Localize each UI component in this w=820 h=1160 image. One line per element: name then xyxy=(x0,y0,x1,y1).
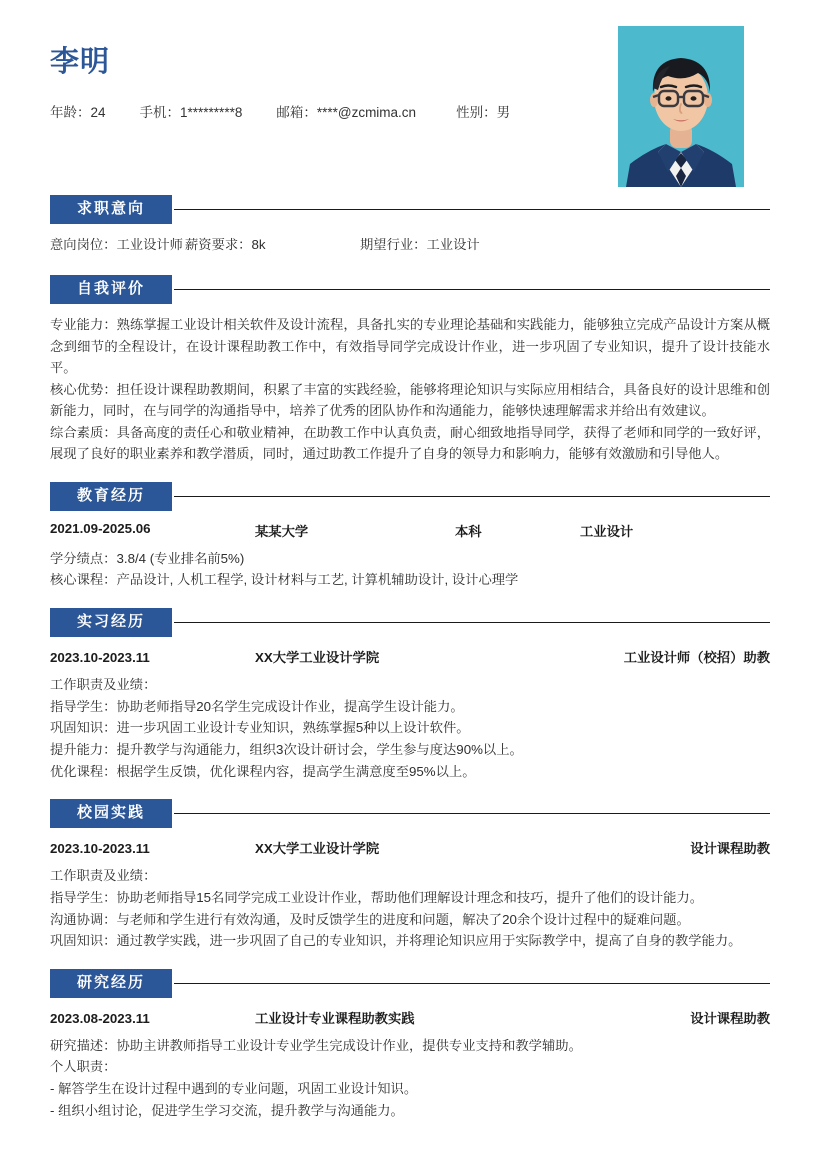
education-major: 工业设计 xyxy=(580,523,634,539)
section-divider xyxy=(174,983,770,984)
section-divider xyxy=(174,813,770,814)
internship-detail: 优化课程：根据学生反馈，优化课程内容，提高学生满意度至95%以上。 xyxy=(50,763,476,779)
spacer xyxy=(0,465,820,482)
section-self-evaluation xyxy=(0,275,820,465)
research-date: 2023.08-2023.11 xyxy=(50,1010,150,1026)
internship-organization: XX大学工业设计学院 xyxy=(255,650,380,666)
internship-detail: 提升能力：提升教学与沟通能力，组织3次设计研讨会，学生参与度达90%以上。 xyxy=(50,742,523,758)
page-title: 李明 xyxy=(50,46,111,78)
job-intent-position: 意向岗位：工业设计师 xyxy=(50,237,183,252)
section-title-campus-practice: 校园实践 xyxy=(50,799,172,828)
section-divider xyxy=(174,496,770,497)
internship-date: 2023.10-2023.11 xyxy=(50,650,150,666)
spacer xyxy=(50,666,770,674)
spacer xyxy=(50,857,770,865)
section-title-internship: 实习经历 xyxy=(50,608,172,637)
campus-date: 2023.10-2023.11 xyxy=(50,841,150,857)
campus-detail: 指导学生：协助老师指导15名同学完成工业设计作业，帮助他们理解设计理念和技巧，提升了他们的设计能力。 xyxy=(50,890,704,906)
campus-organization: XX大学工业设计学院 xyxy=(255,841,380,857)
internship-detail: 巩固知识：进一步巩固工业设计专业知识，熟练掌握5种以上设计软件。 xyxy=(50,720,470,736)
spacer xyxy=(50,540,770,548)
education-date: 2021.09-2025.06 xyxy=(50,520,151,536)
education-school: 某某大学 xyxy=(255,523,309,539)
section-header-internship xyxy=(50,608,770,637)
section-job-intent xyxy=(0,195,820,253)
job-intent-industry: 期望行业：工业设计 xyxy=(360,237,480,252)
job-intent-salary: 薪资要求：8k xyxy=(185,237,266,252)
education-degree: 本科 xyxy=(455,523,482,539)
contact-gender xyxy=(456,101,510,121)
section-header-self-evaluation xyxy=(50,275,770,304)
contact-age-label: 年龄： xyxy=(50,105,91,120)
education-entry-row xyxy=(50,521,770,540)
section-header-research xyxy=(50,969,770,998)
contact-email-value: ****@zcmima.cn xyxy=(316,105,417,120)
section-title-research: 研究经历 xyxy=(50,969,172,998)
education-gpa: 学分绩点：3.8/4 (专业排名前5%) xyxy=(50,550,245,566)
spacer xyxy=(0,952,820,969)
section-divider xyxy=(174,289,770,290)
spacer xyxy=(0,253,820,275)
self-eval-paragraph: 核心优势：担任设计课程助教期间，积累了丰富的实践经验，能够将理论知识与实际应用相结合，具备良好的设计思维和创新能力，同时，在与同学的沟通指导中，培养了优秀的团队协作和沟通能力，能够快速理解需求并给出有效建议。 xyxy=(50,381,770,419)
section-research xyxy=(0,969,820,1122)
campus-role: 设计课程助教 xyxy=(690,841,770,857)
section-education xyxy=(0,482,820,591)
contact-email-label: 邮箱： xyxy=(276,105,317,120)
contact-phone-label: 手机： xyxy=(139,105,181,120)
self-eval-paragraph: 综合素质：具备高度的责任心和敬业精神，在助教工作中认真负责，耐心细致地指导同学，获得了老师和同学的一致好评，展现了良好的职业素养和教学潜质，同时，通过助教工作提升了自身的领导力和影响力，能够有效激励和引导他人。 xyxy=(50,424,770,462)
spacer xyxy=(50,1027,770,1035)
contact-gender-label: 性别： xyxy=(456,105,497,120)
section-header-job-intent xyxy=(50,195,770,224)
section-header-education xyxy=(50,482,770,511)
internship-role: 工业设计师（校招）助教 xyxy=(623,650,770,666)
education-courses: 核心课程：产品设计, 人机工程学, 设计材料与工艺, 计算机辅助设计, 设计心理学 xyxy=(50,572,519,588)
campus-detail: 巩固知识：通过教学实践，进一步巩固了自己的专业知识，并将理论知识应用于实际教学中，提高了自身的教学能力。 xyxy=(50,933,742,949)
section-divider xyxy=(174,622,770,623)
spacer xyxy=(0,782,820,799)
research-detail: 研究描述：协助主讲教师指导工业设计专业学生完成设计作业，提供专业支持和教学辅助。 xyxy=(50,1037,582,1053)
section-divider xyxy=(174,209,770,210)
section-title-education: 教育经历 xyxy=(50,482,172,511)
contact-phone xyxy=(140,101,243,121)
spacer xyxy=(0,591,820,608)
campus-detail: 工作职责及业绩： xyxy=(50,868,157,884)
self-eval-paragraph: 专业能力：熟练掌握工业设计相关软件及设计流程，具备扎实的专业理论基础和实践能力，能够独立完成产品设计方案从概念到细节的全程设计，在设计课程助教工作中，有效指导同学完成设计作业，进一步巩固了专业知识，提升了设计技能水平。 xyxy=(50,317,770,376)
job-intent-fields xyxy=(50,234,770,253)
research-entry-row xyxy=(50,1008,770,1027)
internship-entry-row xyxy=(50,647,770,666)
research-detail: - 组织小组讨论，促进学生学习交流，提升教学与沟通能力。 xyxy=(50,1102,404,1118)
contact-email xyxy=(276,101,416,121)
portrait-photo-icon xyxy=(618,26,744,187)
section-campus-practice xyxy=(0,799,820,951)
avatar xyxy=(618,26,744,187)
section-internship xyxy=(0,608,820,782)
contact-age xyxy=(50,101,106,121)
research-role: 设计课程助教 xyxy=(690,1010,770,1026)
contact-gender-value: 男 xyxy=(496,105,511,120)
contact-phone-value: 1*********8 xyxy=(180,105,243,120)
resume-header xyxy=(0,0,820,195)
internship-detail: 指导学生：协助老师指导20名学生完成设计作业，提高学生设计能力。 xyxy=(50,698,464,714)
section-title-job-intent: 求职意向 xyxy=(50,195,172,224)
campus-detail: 沟通协调：与老师和学生进行有效沟通，及时反馈学生的进度和问题，解决了20余个设计过程中的疑难问题。 xyxy=(50,911,690,927)
contact-age-value: 24 xyxy=(90,105,106,120)
section-title-self-evaluation: 自我评价 xyxy=(50,275,172,304)
campus-entry-row xyxy=(50,838,770,857)
section-header-campus-practice xyxy=(50,799,770,828)
research-organization: 工业设计专业课程助教实践 xyxy=(255,1010,415,1026)
research-detail: 个人职责： xyxy=(50,1059,117,1075)
research-detail: - 解答学生在设计过程中遇到的专业问题，巩固工业设计知识。 xyxy=(50,1081,418,1097)
internship-detail: 工作职责及业绩： xyxy=(50,677,157,693)
